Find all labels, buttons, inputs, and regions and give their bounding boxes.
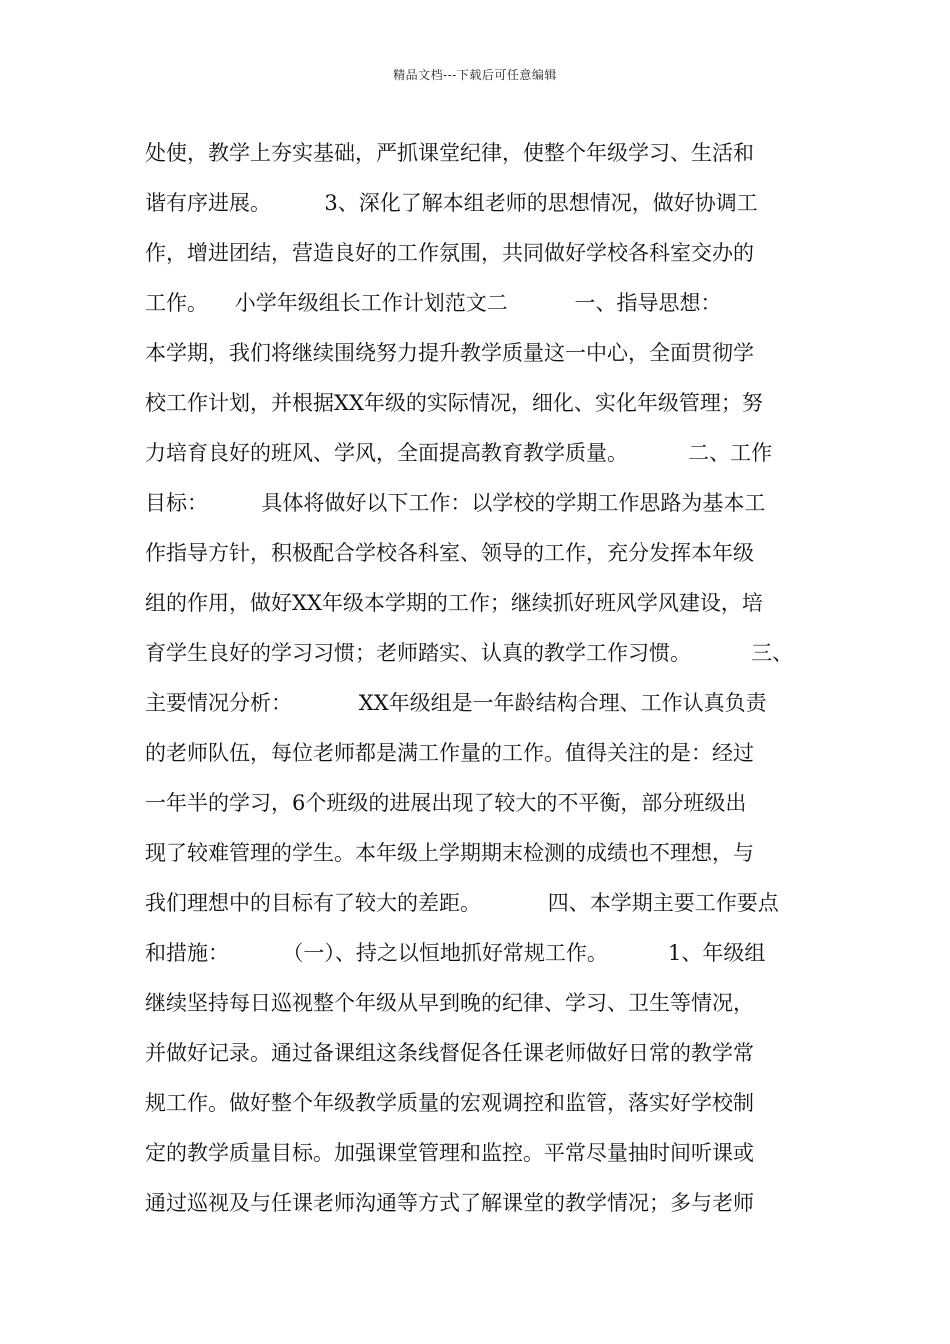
- text-line: 谐有序进展。 3、深化了解本组老师的思想情况，做好协调工: [145, 191, 758, 215]
- text-line: 现了较难管理的学生。本年级上学期期末检测的成绩也不理想，与: [145, 841, 754, 865]
- text-line: 并做好记录。通过备课组这条线督促各任课老师做好日常的教学常: [145, 1041, 754, 1065]
- text-line: 通过巡视及与任课老师沟通等方式了解课堂的教学情况；多与老师: [145, 1191, 754, 1215]
- text-line: 目标： 具体将做好以下工作：以学校的学期工作思路为基本工: [145, 491, 766, 515]
- text-line: 作指导方针，积极配合学校各科室、领导的工作，充分发挥本年级: [145, 541, 754, 565]
- text-line: 组的作用，做好XX年级本学期的工作；继续抓好班风学风建设，培: [145, 591, 763, 615]
- text-line: 校工作计划，并根据XX年级的实际情况，细化、实化年级管理；努: [145, 391, 763, 415]
- text-line: 一年半的学习，6个班级的进展出现了较大的不平衡，部分班级出: [145, 791, 747, 815]
- text-line: 我们理想中的目标有了较大的差距。 四、本学期主要工作要点: [145, 891, 779, 915]
- text-line: 规工作。做好整个年级教学质量的宏观调控和监管，落实好学校制: [145, 1091, 754, 1115]
- page-header: 精品文档---下载后可任意编辑: [393, 68, 557, 82]
- text-line: 和措施： （一）、持之以恒地抓好常规工作。 1、年级组: [145, 941, 766, 965]
- text-line: 本学期，我们将继续围绕努力提升教学质量这一中心，全面贯彻学: [145, 341, 754, 365]
- text-line: 力培育良好的班风、学风，全面提高教育教学质量。 二、工作: [145, 441, 773, 465]
- document-body: [145, 128, 825, 1228]
- text-line: 工作。 小学年级组长工作计划范文二 一、指导思想：: [145, 291, 722, 315]
- text-line: 育学生良好的学习习惯；老师踏实、认真的教学工作习惯。 三、: [145, 641, 794, 665]
- text-line: 的老师队伍，每位老师都是满工作量的工作。值得关注的是：经过: [145, 741, 754, 765]
- text-line: 继续坚持每日巡视整个年级从早到晚的纪律、学习、卫生等情况，: [145, 991, 754, 1015]
- text-line: 作，增进团结，营造良好的工作氛围，共同做好学校各科室交办的: [145, 241, 754, 265]
- text-line: 处使，教学上夯实基础，严抓课堂纪律，使整个年级学习、生活和: [145, 141, 754, 165]
- text-line: 主要情况分析： XX年级组是一年龄结构合理、工作认真负责: [145, 691, 767, 715]
- text-line: 定的教学质量目标。加强课堂管理和监控。平常尽量抽时间听课或: [145, 1141, 754, 1165]
